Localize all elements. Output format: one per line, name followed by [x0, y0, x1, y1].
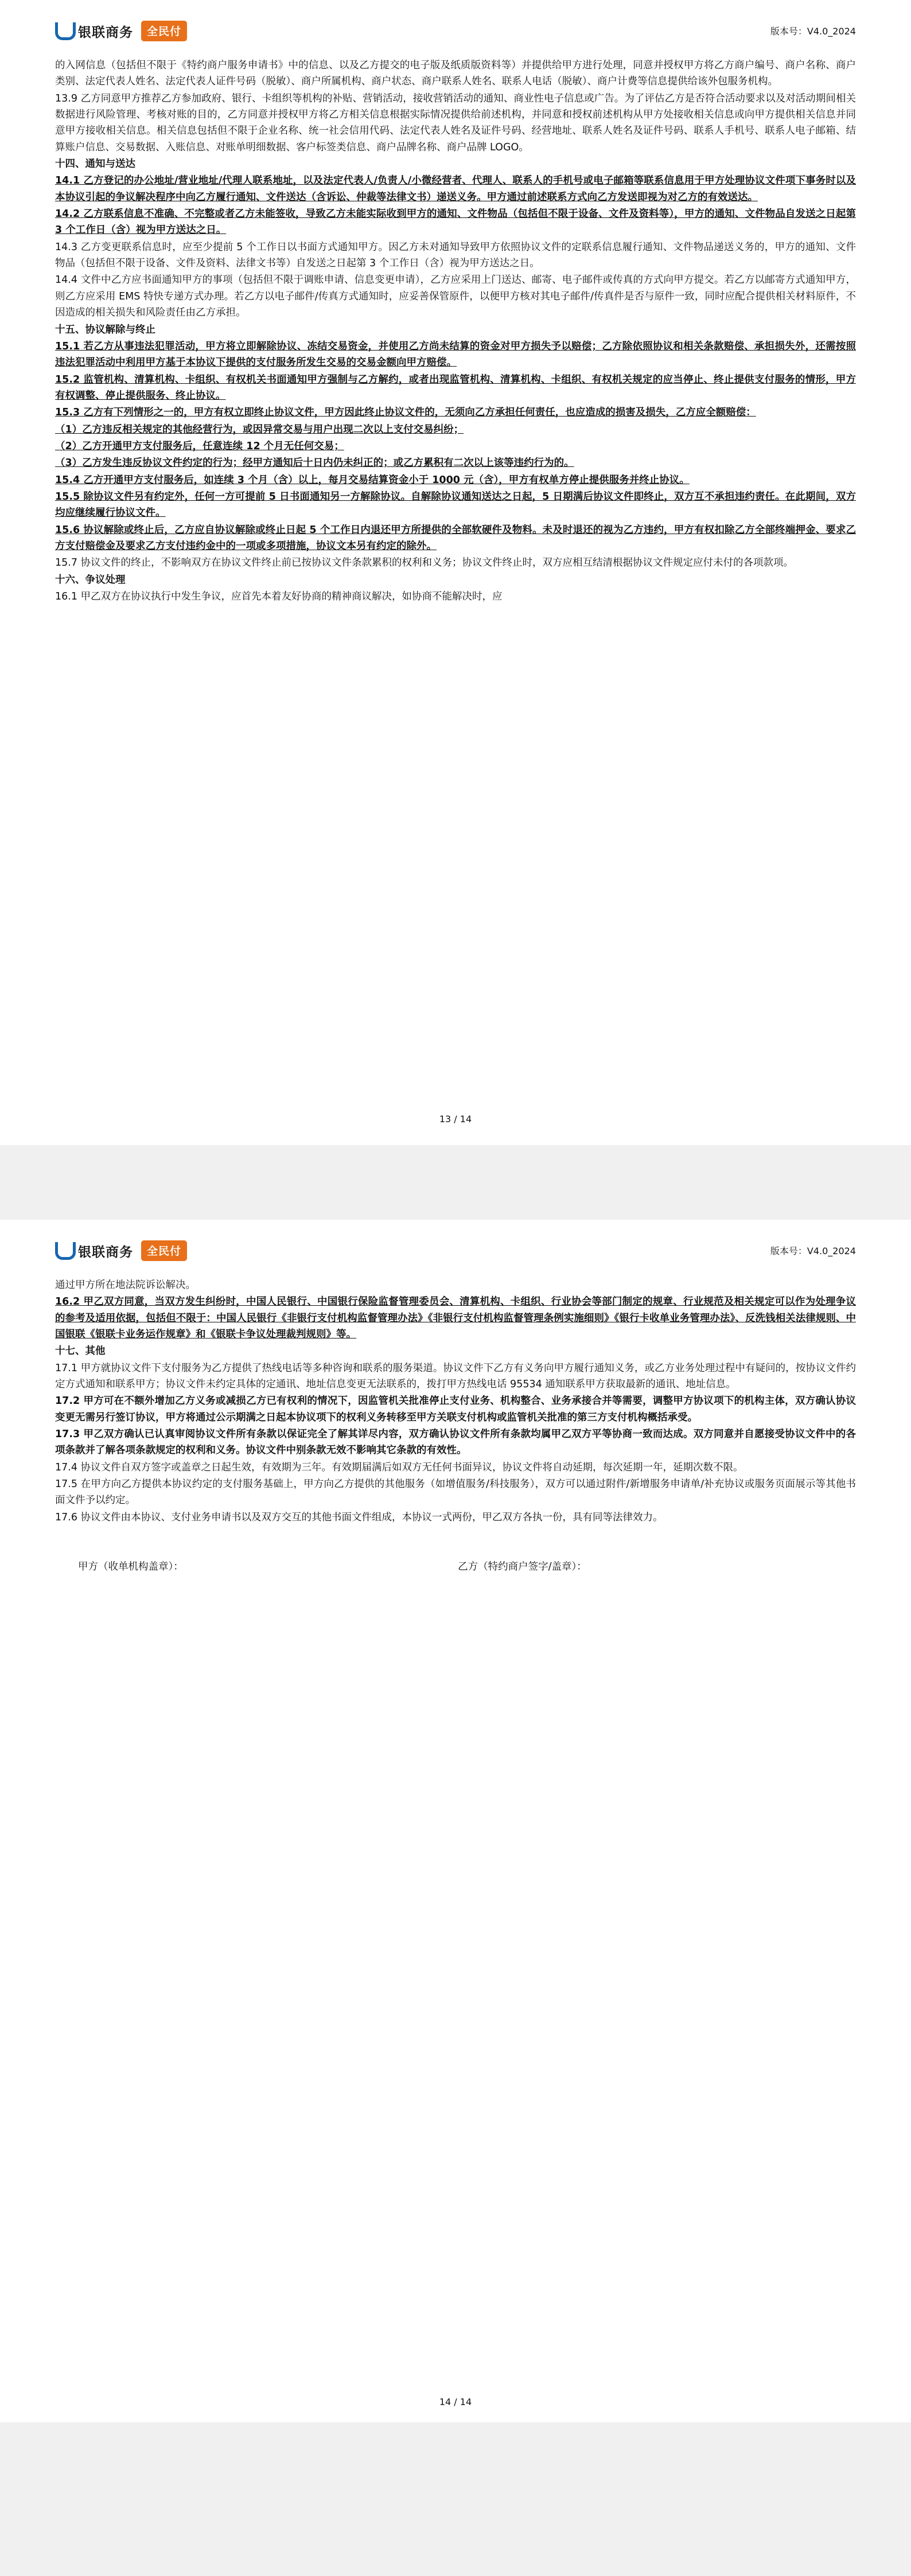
page-number: 14 / 14	[439, 2396, 472, 2407]
clause: 16.2 甲乙双方同意，当双方发生纠纷时，中国人民银行、中国银行保险监督管理委员会、清算机构、卡组织、行业协会等部门制定的规章、行业规范及相关规定可以作为处理争议的参考及适用依据，包括但不限于：中国人民银行《非银行支付机构监督管理办法》《非银行支付机构监督管理条例实施细则》《银行卡收单业务管理办法》、反洗钱相关法律规则、中国银联《银联卡业务运作规章》和《银联卡争议处理裁判规则》等。	[55, 1296, 856, 1341]
clause: 15.7 协议文件的终止，不影响双方在协议文件终止前已按协议文件条款累积的权利和义务；协议文件终止时，双方应相互结清根据协议文件规定应付未付的各项款项。	[55, 557, 794, 569]
page-14-body	[55, 1277, 856, 1526]
clause: 14.4 文件中乙方应书面通知甲方的事项（包括但不限于调账申请、信息变更申请），乙方应采用上门送达、邮寄、电子邮件或传真的方式向甲方提交。若乙方以邮寄方式通知甲方，则乙方应采用 EMS 特快专递方式办理。若乙方以电子邮件/传真方式通知时，应妥善保管原件，以便甲方核对其电子邮件/传真件是否与原件一致，同时应配合提供相关材料原件，不因造成的相关损失和风险责任由乙方承担。	[55, 274, 856, 319]
brand-badge: 全民付	[141, 1240, 187, 1261]
clause: 15.3 乙方有下列情形之一的，甲方有权立即终止协议文件，甲方因此终止协议文件的，无须向乙方承担任何责任，也应造成的损害及损失，乙方应全额赔偿：	[55, 407, 756, 419]
section-heading-16: 十六、争议处理	[55, 574, 126, 586]
u-shaped-brand-mark-icon	[55, 22, 70, 40]
clause: 14.2 乙方联系信息不准确、不完整或者乙方未能签收，导致乙方未能实际收到甲方的通知、文件物品（包括但不限于设备、文件及资料等），甲方的通知、文件物品自发送之日起第 3 个工作日（含）视为甲方送达之日。	[55, 208, 856, 236]
version-label: 版本号：V4.0_2024	[770, 26, 856, 37]
clause: 17.4 协议文件自双方签字或盖章之日起生效，有效期为三年。有效期届满后如双方无任何书面异议，协议文件将自动延期，每次延期一年，延期次数不限。	[55, 1461, 743, 1473]
paragraph: 13.9 乙方同意甲方推荐乙方参加政府、银行、卡组织等机构的补贴、营销活动，接收营销活动的通知、商业性电子信息或广告。为了评估乙方是否符合活动要求以及对活动期间相关数据进行风险管理、考核对账的目的，乙方同意并授权甲方将乙方相关信息根据实际情况提供给前述机构，并同意和授权前述机构从甲方处接收相关信息或向甲方提供相关信息并同意甲方接收相关信息。相关信息包括但不限于企业名称、统一社会信用代码、法定代表人姓名及证件号码、经营地址、联系人姓名及证件号码、联系人手机号、联系人电子邮箱、结算账户信息、交易数据、入账信息、对账单明细数据、客户标签类信息、商户品牌名称、商户品牌 LOGO。	[55, 92, 856, 153]
clause: 14.3 乙方变更联系信息时，应至少提前 5 个工作日以书面方式通知甲方。因乙方未对通知导致甲方依照协议文件的定联系信息履行通知、文件物品递送义务的，甲方的通知、文件物品（包括但不限于设备、文件及资料、法律文书等）自发送之日起第 3 个工作日（含）视为甲方送达之日。	[55, 241, 857, 270]
page-number: 13 / 14	[439, 1114, 472, 1124]
page-13-body	[55, 57, 856, 605]
clause: （2）乙方开通甲方支付服务后，任意连续 12 个月无任何交易；	[55, 440, 344, 452]
signature-party-a: 甲方（收单机构盖章）：	[78, 1561, 184, 1573]
version-label: 版本号：V4.0_2024	[770, 1246, 856, 1256]
clause: 17.2 甲方可在不额外增加乙方义务或减损乙方已有权利的情况下，因监管机关批准停止支付业务、机构整合、业务承接合并等需要，调整甲方协议项下的机构主体，双方确认协议变更无需另行签订协议，甲方将通过公示期满之日起本协议项下的权利义务转移至甲方关联支付机构或监管机关批准的第三方支付机构概括承受。	[55, 1395, 856, 1423]
clause: 17.6 协议文件由本协议、支付业务申请书以及双方交互的其他书面文件组成，本协议一式两份，甲乙双方各执一份，具有同等法律效力。	[55, 1511, 663, 1523]
page-separator	[0, 1145, 911, 1220]
clause: 14.1 乙方登记的办公地址/营业地址/代理人联系地址，以及法定代表人/负责人/小微经营者、代理人、联系人的手机号或电子邮箱等联系信息用于甲方处理协议文件项下事务时以及本协议引起的争议解决程序中向乙方履行通知、文件送达（含诉讼、仲裁等法律文书）递送义务。甲方通过前述联系方式向乙方发送即视为对乙方的有效送达。	[55, 175, 856, 203]
u-shaped-brand-mark-icon	[55, 1242, 70, 1259]
clause: （3）乙方发生违反协议文件约定的行为；经甲方通知后十日内仍未纠正的；或乙方累积有二次以上该等违约行为的。	[55, 457, 574, 469]
clause: 15.4 乙方开通甲方支付服务后，如连续 3 个月（含）以上，每月交易结算资金小于 1000 元（含），甲方有权单方停止提供服务并终止协议。	[55, 474, 690, 486]
clause: 16.1 甲乙双方在协议执行中发生争议，应首先本着友好协商的精神商议解决，如协商不能解决时，应	[55, 591, 503, 602]
brand-logo	[55, 21, 187, 41]
brand-name: 银联商务	[78, 25, 133, 40]
section-heading-17: 十七、其他	[55, 1345, 106, 1357]
signature-party-b: 乙方（特约商户签字/盖章）：	[458, 1561, 587, 1573]
clause: 17.3 甲乙双方确认已认真审阅协议文件所有条款以保证完全了解其详尽内容，双方确认协议文件所有条款均属甲乙双方平等协商一致而达成。双方同意并自愿接受协议文件中的各项条款并了解各项条款规定的权利和义务。协议文件中别条款无效不影响其它条款的有效性。	[55, 1429, 856, 1457]
section-heading-14: 十四、通知与送达	[55, 158, 135, 170]
brand-logo	[55, 1240, 187, 1261]
clause: 17.1 甲方就协议文件下支付服务为乙方提供了热线电话等多种咨询和联系的服务渠道。协议文件下乙方有义务向甲方履行通知义务，或乙方业务处理过程中有疑问的，按协议文件约定方式通知和联系甲方；协议文件未约定具体的定通讯、地址信息变更无法联系的，拨打甲方热线电话 95534 通知联系甲方获取最新的通讯、地址信息。	[55, 1362, 856, 1391]
page-header	[55, 1240, 856, 1274]
section-heading-15: 十五、协议解除与终止	[55, 324, 155, 336]
page-header	[55, 21, 856, 54]
clause: 17.5 在甲方向乙方提供本协议约定的支付服务基础上，甲方向乙方提供的其他服务（如增值服务/科技服务），双方可以通过附件/新增服务申请单/补充协议或服务页面展示等其他书面文件予以约定。	[55, 1478, 856, 1507]
signature-row	[55, 1559, 856, 1573]
paragraph: 的入网信息（包括但不限于《特约商户服务申请书》中的信息、以及乙方提交的电子版及纸质版资料等）并提供给甲方进行处理，同意并授权甲方将乙方商户编号、商户名称、商户类别、法定代表人姓名、法定代表人证件号码（脱敏）、商户所属机构、商户状态、商户联系人姓名、联系人电话（脱敏）、商户计费等信息提供给该外包服务机构。	[55, 60, 856, 88]
document-page-13	[0, 0, 911, 1145]
document-page-14	[0, 1220, 911, 2422]
clause: （1）乙方违反相关规定的其他经营行为，或因异常交易与用户出现二次以上支付交易纠纷；	[55, 423, 464, 435]
paragraph: 通过甲方所在地法院诉讼解决。	[55, 1279, 196, 1291]
clause: 15.2 监管机构、清算机构、卡组织、有权机关书面通知甲方强制与乙方解约，或者出现监管机构、清算机构、卡组织、有权机关规定的应当停止、终止提供支付服务的情形，甲方有权调整、停止提供服务、终止协议。	[55, 373, 856, 402]
brand-name: 银联商务	[78, 1244, 133, 1260]
clause: 15.5 除协议文件另有约定外，任何一方可提前 5 日书面通知另一方解除协议。自解除协议通知送达之日起，5 日期满后协议文件即终止，双方互不承担违约责任。在此期间，双方均应继续履行协议文件。	[55, 491, 856, 519]
clause: 15.6 协议解除或终止后，乙方应自协议解除或终止日起 5 个工作日内退还甲方所提供的全部软硬件及物料。未及时退还的视为乙方违约，甲方有权扣除乙方全部终端押金、要求乙方支付赔偿金及要求乙方支付违约金中的一项或多项措施，协议文本另有约定的除外。	[55, 524, 856, 552]
clause: 15.1 若乙方从事违法犯罪活动，甲方将立即解除协议、冻结交易资金，并使用乙方尚未结算的资金对甲方损失予以赔偿；乙方除依照协议和相关条款赔偿、承担损失外，还需按照违法犯罪活动中利用甲方基于本协议下提供的支付服务所发生交易的交易金额向甲方赔偿。	[55, 340, 856, 369]
brand-badge: 全民付	[141, 21, 187, 41]
